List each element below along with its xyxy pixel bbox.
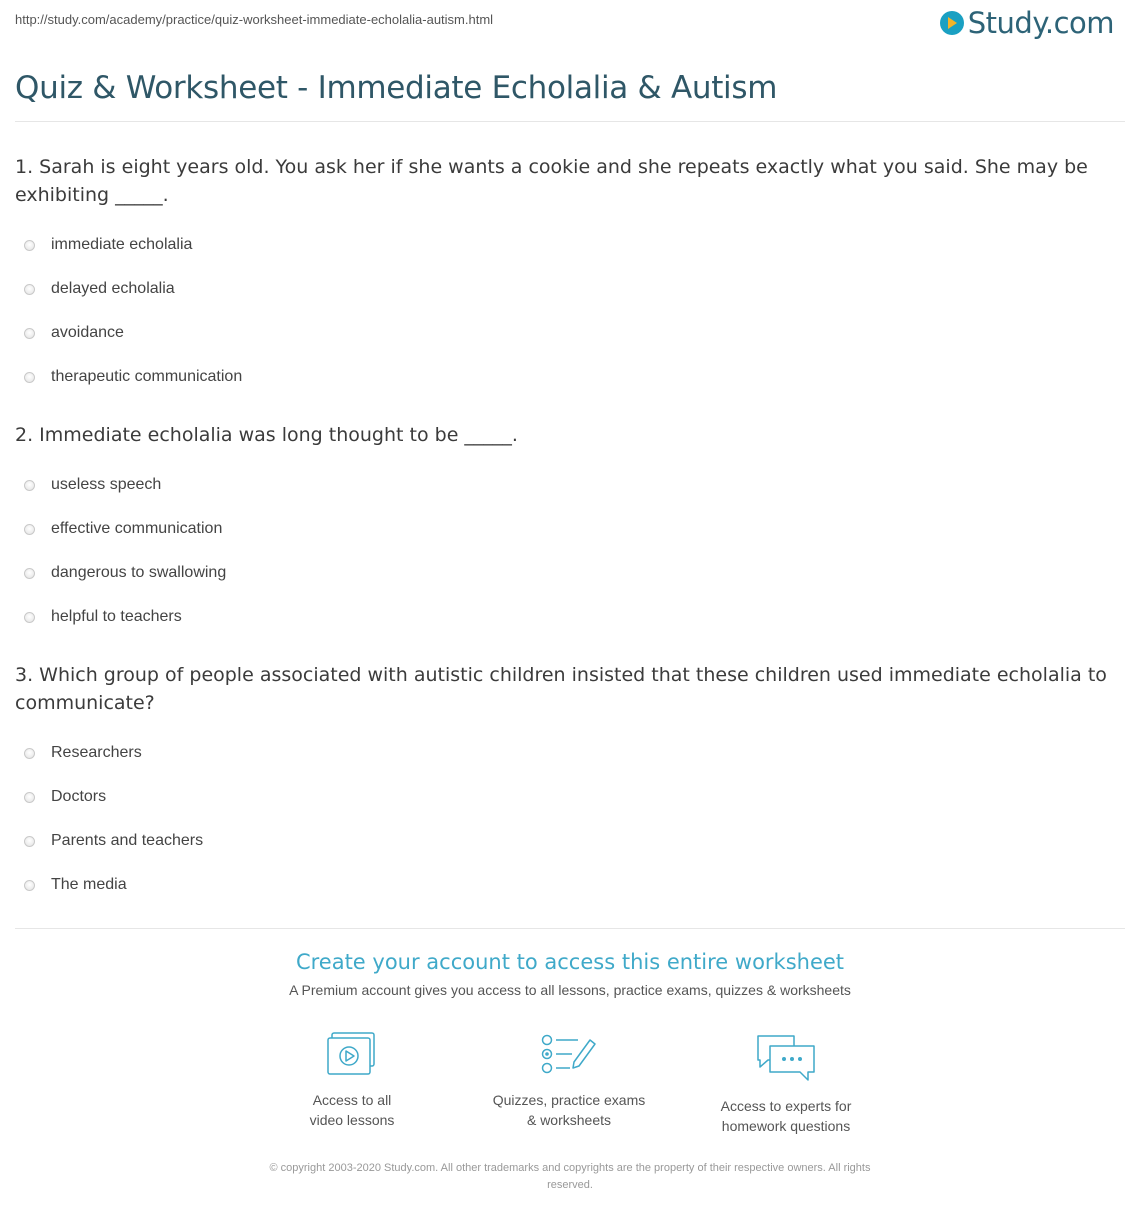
option-label: immediate echolalia bbox=[51, 236, 193, 253]
radio-button[interactable] bbox=[24, 372, 35, 383]
answer-option[interactable] bbox=[15, 731, 1125, 775]
radio-button[interactable] bbox=[24, 568, 35, 579]
option-label: dangerous to swallowing bbox=[51, 564, 227, 581]
radio-button[interactable] bbox=[24, 836, 35, 847]
answer-option[interactable] bbox=[15, 355, 1125, 399]
radio-button[interactable] bbox=[24, 612, 35, 623]
chat-bubbles-icon bbox=[754, 1032, 818, 1084]
option-label: The media bbox=[51, 876, 127, 893]
feature-experts bbox=[686, 1032, 886, 1136]
option-label: effective communication bbox=[51, 520, 223, 537]
question-2 bbox=[15, 421, 1125, 639]
radio-button[interactable] bbox=[24, 240, 35, 251]
answer-option[interactable] bbox=[15, 223, 1125, 267]
answer-option[interactable] bbox=[15, 267, 1125, 311]
radio-button[interactable] bbox=[24, 792, 35, 803]
quiz-checklist-icon bbox=[540, 1032, 598, 1078]
answer-option[interactable] bbox=[15, 507, 1125, 551]
option-label: Doctors bbox=[51, 788, 107, 805]
question-text: 1. Sarah is eight years old. You ask her if she wants a cookie and she repeats exactly what you said. She may be exhibiting _____. bbox=[15, 156, 1088, 206]
answer-option[interactable] bbox=[15, 551, 1125, 595]
question-text: 3. Which group of people associated with autistic children insisted that these children used immediate echolalia to communicate? bbox=[15, 664, 1107, 714]
radio-button[interactable] bbox=[24, 480, 35, 491]
feature-label bbox=[252, 1090, 452, 1130]
feature-quizzes bbox=[469, 1032, 669, 1130]
radio-button[interactable] bbox=[24, 328, 35, 339]
copyright-notice bbox=[210, 1160, 930, 1194]
feature-label-line2: & worksheets bbox=[526, 1112, 612, 1128]
page-title: Quiz & Worksheet - Immediate Echolalia & Autism bbox=[15, 70, 778, 106]
feature-label bbox=[686, 1096, 886, 1136]
answer-option[interactable] bbox=[15, 311, 1125, 355]
answer-option[interactable] bbox=[15, 595, 1125, 639]
feature-label-line1: Access to experts for bbox=[720, 1098, 852, 1114]
top-bar bbox=[0, 0, 1140, 44]
option-label: delayed echolalia bbox=[51, 280, 175, 297]
question-3 bbox=[15, 661, 1125, 907]
copyright-line2: reserved. bbox=[547, 1179, 593, 1191]
option-label: Parents and teachers bbox=[51, 832, 204, 849]
option-label: therapeutic communication bbox=[51, 368, 243, 385]
question-text: 2. Immediate echolalia was long thought to be _____. bbox=[15, 424, 518, 446]
radio-button[interactable] bbox=[24, 284, 35, 295]
page-url: http://study.com/academy/practice/quiz-worksheet-immediate-echolalia-autism.html bbox=[15, 12, 494, 27]
option-label: avoidance bbox=[51, 324, 124, 341]
option-label: useless speech bbox=[51, 476, 162, 493]
section-divider bbox=[15, 928, 1125, 929]
feature-label-line2: homework questions bbox=[721, 1118, 851, 1134]
answer-option[interactable] bbox=[15, 775, 1125, 819]
answer-option[interactable] bbox=[15, 819, 1125, 863]
radio-button[interactable] bbox=[24, 524, 35, 535]
play-logo-icon bbox=[940, 11, 964, 35]
title-divider bbox=[15, 121, 1125, 122]
feature-label bbox=[469, 1090, 669, 1130]
feature-label-line1: Access to all bbox=[312, 1092, 392, 1108]
feature-label-line2: video lessons bbox=[309, 1112, 395, 1128]
option-label: Researchers bbox=[51, 744, 142, 761]
copyright-line1: © copyright 2003-2020 Study.com. All other trademarks and copyrights are the property of their respective owners. All rights bbox=[269, 1162, 871, 1174]
answer-option[interactable] bbox=[15, 463, 1125, 507]
radio-button[interactable] bbox=[24, 880, 35, 891]
cta-subtitle: A Premium account gives you access to all lessons, practice exams, quizzes & worksheets bbox=[289, 982, 851, 998]
cta-title-link[interactable]: Create your account to access this entire worksheet bbox=[295, 950, 845, 974]
radio-button[interactable] bbox=[24, 748, 35, 759]
answer-option[interactable] bbox=[15, 863, 1125, 907]
study-logo[interactable] bbox=[940, 6, 1114, 40]
feature-label-line1: Quizzes, practice exams bbox=[492, 1092, 646, 1108]
option-label: helpful to teachers bbox=[51, 608, 182, 625]
question-1 bbox=[15, 153, 1125, 399]
logo-text: Study.com bbox=[967, 6, 1114, 40]
feature-video-lessons bbox=[252, 1032, 452, 1130]
signup-cta bbox=[0, 950, 1140, 998]
video-lessons-icon bbox=[326, 1032, 378, 1078]
